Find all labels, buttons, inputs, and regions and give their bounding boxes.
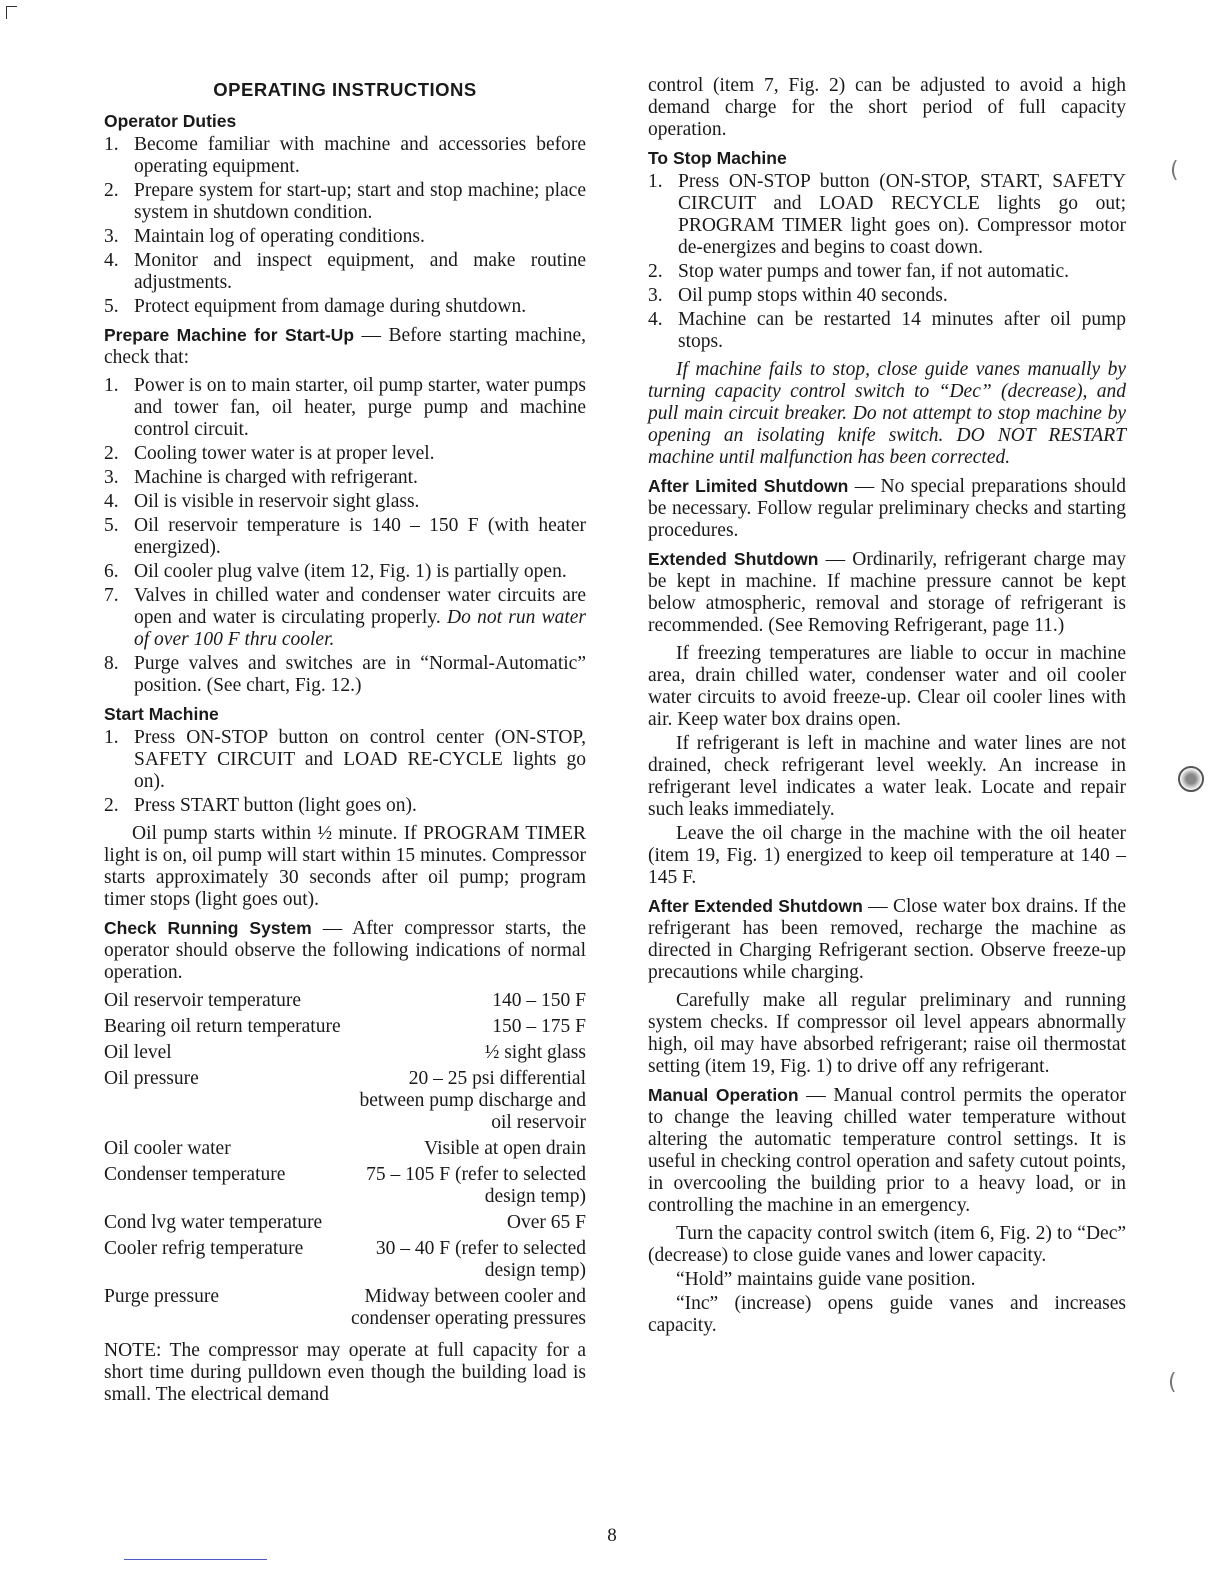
operator-duties-list (104, 134, 586, 318)
start-list (104, 727, 586, 817)
prepare-list (104, 375, 586, 697)
list-item: 2. Press START button (light goes on). (104, 795, 417, 816)
extended-heading: Extended Shutdown (648, 549, 819, 569)
extended-para-2: If refrigerant is left in machine and water lines are not drained, check refrigerant level weekly. An increase in refrigerant level indicates a water leak. Locate and repair such leaks immediately. (648, 733, 1126, 820)
list-item: 5. Oil reservoir temperature is 140 – 150 F (with heater energized). (104, 515, 586, 558)
list-item: 3. Oil pump stops within 40 seconds. (648, 285, 948, 306)
manual-para-2: “Hold” maintains guide vane position. (676, 1269, 976, 1290)
list-item: 2. Stop water pumps and tower fan, if not automatic. (648, 261, 1069, 282)
footer-rule (124, 1559, 267, 1560)
manual-para-1: Turn the capacity control switch (item 6, Fig. 2) to “Dec” (decrease) to close guide vanes and lower capacity. (648, 1223, 1126, 1266)
after-extended-para-1: Carefully make all regular preliminary and running system checks. If compressor oil level appears abnormally high, oil may have absorbed refrigerant; raise oil thermostat setting (item 19, Fig. 1) to drive off any refrigerant. (648, 990, 1126, 1077)
list-item: 4. Oil is visible in reservoir sight glass. (104, 491, 420, 512)
list-item: 6. Oil cooler plug valve (item 12, Fig. 1) is partially open. (104, 561, 567, 582)
table-row: Oil cooler water Visible at open drain (104, 1138, 586, 1159)
extended-para-3: Leave the oil charge in the machine with the oil heater (item 19, Fig. 1) energized to keep oil temperature at 140 – 145 F. (648, 823, 1126, 888)
manual-para-3: “Inc” (increase) opens guide vanes and increases capacity. (648, 1293, 1126, 1336)
operator-duties-heading: Operator Duties (104, 111, 237, 131)
table-row: Cooler refrig temperature 30 – 40 F (refer to selected design temp) (104, 1238, 586, 1281)
table-row: Oil pressure 20 – 25 psi differential between pump discharge and oil reservoir (104, 1068, 586, 1133)
check-intro: Check Running System — After compressor starts, the operator should observe the following indications of normal operation. (104, 918, 586, 983)
list-item: 3. Machine is charged with refrigerant. (104, 467, 418, 488)
list-item: 2. Prepare system for start-up; start and stop machine; place system in shutdown condition. (104, 180, 586, 223)
list-item: 2. Cooling tower water is at proper level. (104, 443, 435, 464)
note-paragraph: NOTE: The compressor may operate at full capacity for a short time during pulldown even though the building load is small. The electrical demand (104, 1340, 586, 1405)
after-extended-heading: After Extended Shutdown (648, 896, 863, 916)
list-item: 1. Press ON-STOP button (ON-STOP, START, SAFETY CIRCUIT and LOAD RECYCLE lights go out; PROGRAM TIMER light goes on). Compressor motor de-energizes and begins to coast down. (648, 171, 1126, 258)
page-title: OPERATING INSTRUCTIONS (213, 79, 477, 100)
list-item: 1. Power is on to main starter, oil pump starter, water pumps and tower fan, oil heater, purge pump and machine control circuit. (104, 375, 586, 440)
continuation-paragraph: control (item 7, Fig. 2) can be adjusted to avoid a high demand charge for the short period of full capacity operation. (648, 75, 1126, 140)
stop-list (648, 171, 1126, 353)
page-number: 8 (607, 1525, 617, 1546)
manual-paragraph: Manual Operation — Manual control permits the operator to change the leaving chilled water temperature without altering the automatic temperature control settings. It is useful in checking control operation and safety cutout points, in overcooling the building prior to a heavy load, or in controlling the machine in an emergency. (648, 1085, 1126, 1216)
table-row: Oil reservoir temperature 140 – 150 F (104, 990, 586, 1011)
right-column (648, 75, 1126, 1339)
after-limited-paragraph: After Limited Shutdown — No special preparations should be necessary. Follow regular preliminary checks and starting procedures. (648, 476, 1126, 541)
after-extended-paragraph: After Extended Shutdown — Close water box drains. If the refrigerant has been removed, recharge the machine as directed in Charging Refrigerant section. Observe freeze-up precautions while charging. (648, 896, 1127, 983)
prepare-heading: Prepare Machine for Start-Up (104, 325, 355, 345)
stop-warning: If machine fails to stop, close guide vanes manually by turning capacity control switch to “Dec” (decrease), and pull main circuit breaker. Do not attempt to stop machine by opening an isolating knife switch. DO NOT RESTART machine until malfunction has been corrected. (648, 359, 1126, 468)
start-machine-heading: Start Machine (104, 704, 219, 724)
list-item: 7. Valves in chilled water and condenser water circuits are open and water is circulating properly. Do not run water of over 100 F thru cooler. (104, 585, 587, 650)
table-row: Cond lvg water temperature Over 65 F (104, 1212, 586, 1233)
manual-heading: Manual Operation (648, 1085, 799, 1105)
table-row: Condenser temperature 75 – 105 F (refer to selected design temp) (104, 1164, 586, 1207)
stop-machine-heading: To Stop Machine (648, 148, 787, 168)
extended-para-1: If freezing temperatures are liable to occur in machine area, drain chilled water, condenser water and oil cooler water circuits to avoid freeze-up. Clear oil cooler lines with air. Keep water box drains open. (648, 643, 1126, 730)
binder-hole-icon (1178, 766, 1204, 792)
list-item: 1. Become familiar with machine and accessories before operating equipment. (104, 134, 586, 177)
list-item: 3. Maintain log of operating conditions. (104, 226, 425, 247)
extended-paragraph: Extended Shutdown — Ordinarily, refrigerant charge may be kept in machine. If machine pressure cannot be kept below atmospheric, removal and storage of refrigerant is recommended. (See Removing Refrigerant, page 11.) (648, 549, 1126, 636)
margin-mark-icon: ( (1170, 158, 1179, 183)
list-item: 4. Machine can be restarted 14 minutes after oil pump stops. (648, 309, 1126, 352)
table-row: Bearing oil return temperature 150 – 175 F (104, 1016, 586, 1037)
operation-table (104, 990, 586, 1334)
list-item: 5. Protect equipment from damage during shutdown. (104, 296, 527, 317)
left-column (104, 75, 586, 1412)
corner-mark (6, 6, 17, 19)
after-limited-heading: After Limited Shutdown (648, 476, 849, 496)
list-item: 4. Monitor and inspect equipment, and make routine adjustments. (104, 250, 586, 293)
check-heading: Check Running System (104, 918, 312, 938)
prepare-intro: Prepare Machine for Start-Up — Before starting machine, check that: (104, 325, 586, 368)
list-item: 8. Purge valves and switches are in “Normal-Automatic” position. (See chart, Fig. 12.) (104, 653, 586, 696)
start-paragraph: Oil pump starts within ½ minute. If PROGRAM TIMER light is on, oil pump will start within 15 minutes. Compressor starts approximately 30 seconds after oil pump; program timer stops (light goes out). (104, 823, 586, 910)
table-row: Oil level ½ sight glass (104, 1042, 586, 1063)
margin-mark-icon: ( (1168, 1370, 1177, 1395)
table-row: Purge pressure Midway between cooler and condenser operating pressures (104, 1286, 586, 1329)
list-item: 1. Press ON-STOP button on control center (ON-STOP, SAFETY CIRCUIT and LOAD RE-CYCLE lights go on). (104, 727, 586, 792)
